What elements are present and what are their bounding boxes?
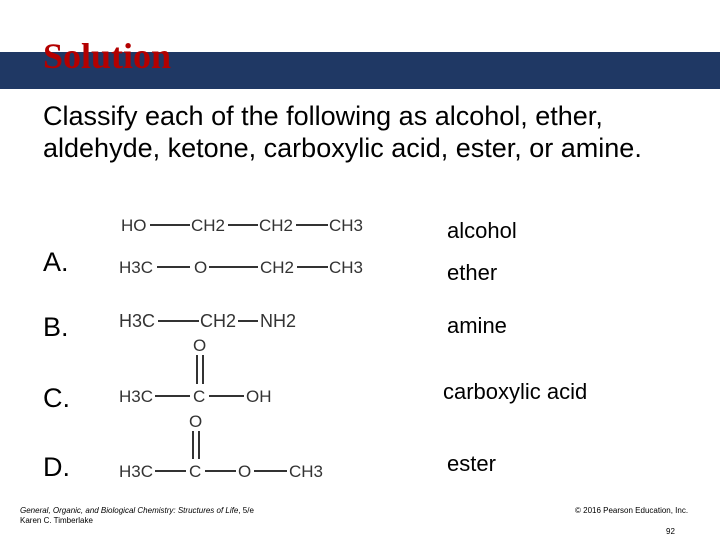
d-c: C bbox=[189, 462, 202, 481]
structure-d bbox=[119, 412, 323, 481]
book-title: General, Organic, and Biological Chemistry: Structures of Life bbox=[20, 506, 239, 515]
a1-ch2-2: CH2 bbox=[259, 216, 294, 235]
label-c: C. bbox=[43, 383, 70, 413]
d-o: O bbox=[238, 462, 252, 481]
structure-b bbox=[119, 311, 296, 331]
b-nh2: NH2 bbox=[260, 311, 297, 331]
answer-d: ester bbox=[447, 451, 496, 476]
c-h3c: H3C bbox=[119, 387, 154, 406]
label-a: A. bbox=[43, 247, 69, 277]
answer-c: carboxylic acid bbox=[443, 379, 588, 404]
a2-ch2: CH2 bbox=[260, 258, 295, 277]
structure-a2 bbox=[119, 258, 363, 277]
footer-citation bbox=[20, 506, 254, 526]
page-number: 92 bbox=[666, 527, 675, 536]
slide-title: Solution bbox=[43, 36, 172, 76]
a1-ho: HO bbox=[121, 216, 147, 235]
answer-a2: ether bbox=[447, 260, 498, 285]
copyright: © 2016 Pearson Education, Inc. bbox=[575, 506, 689, 515]
structure-c bbox=[119, 336, 272, 406]
a2-o: O bbox=[194, 258, 208, 277]
answer-b: amine bbox=[447, 313, 507, 338]
d-ch3: CH3 bbox=[289, 462, 324, 481]
c-o: O bbox=[193, 336, 207, 355]
a1-ch2-1: CH2 bbox=[191, 216, 226, 235]
question-text: Classify each of the following as alcohol, ether, aldehyde, ketone, carboxylic acid, ester, or amine. bbox=[43, 101, 642, 163]
b-ch2: CH2 bbox=[200, 311, 237, 331]
c-c: C bbox=[193, 387, 206, 406]
c-oh: OH bbox=[246, 387, 272, 406]
book-author: Karen C. Timberlake bbox=[20, 516, 93, 525]
structure-a1 bbox=[121, 216, 363, 235]
d-o-top: O bbox=[189, 412, 203, 431]
label-d: D. bbox=[43, 452, 70, 482]
answer-a1: alcohol bbox=[447, 218, 517, 243]
a1-ch3: CH3 bbox=[329, 216, 364, 235]
a2-h3c: H3C bbox=[119, 258, 154, 277]
label-b: B. bbox=[43, 312, 69, 342]
b-h3c: H3C bbox=[119, 311, 156, 331]
d-h3c: H3C bbox=[119, 462, 154, 481]
a2-ch3: CH3 bbox=[329, 258, 364, 277]
book-edition: , 5/e bbox=[238, 506, 254, 515]
